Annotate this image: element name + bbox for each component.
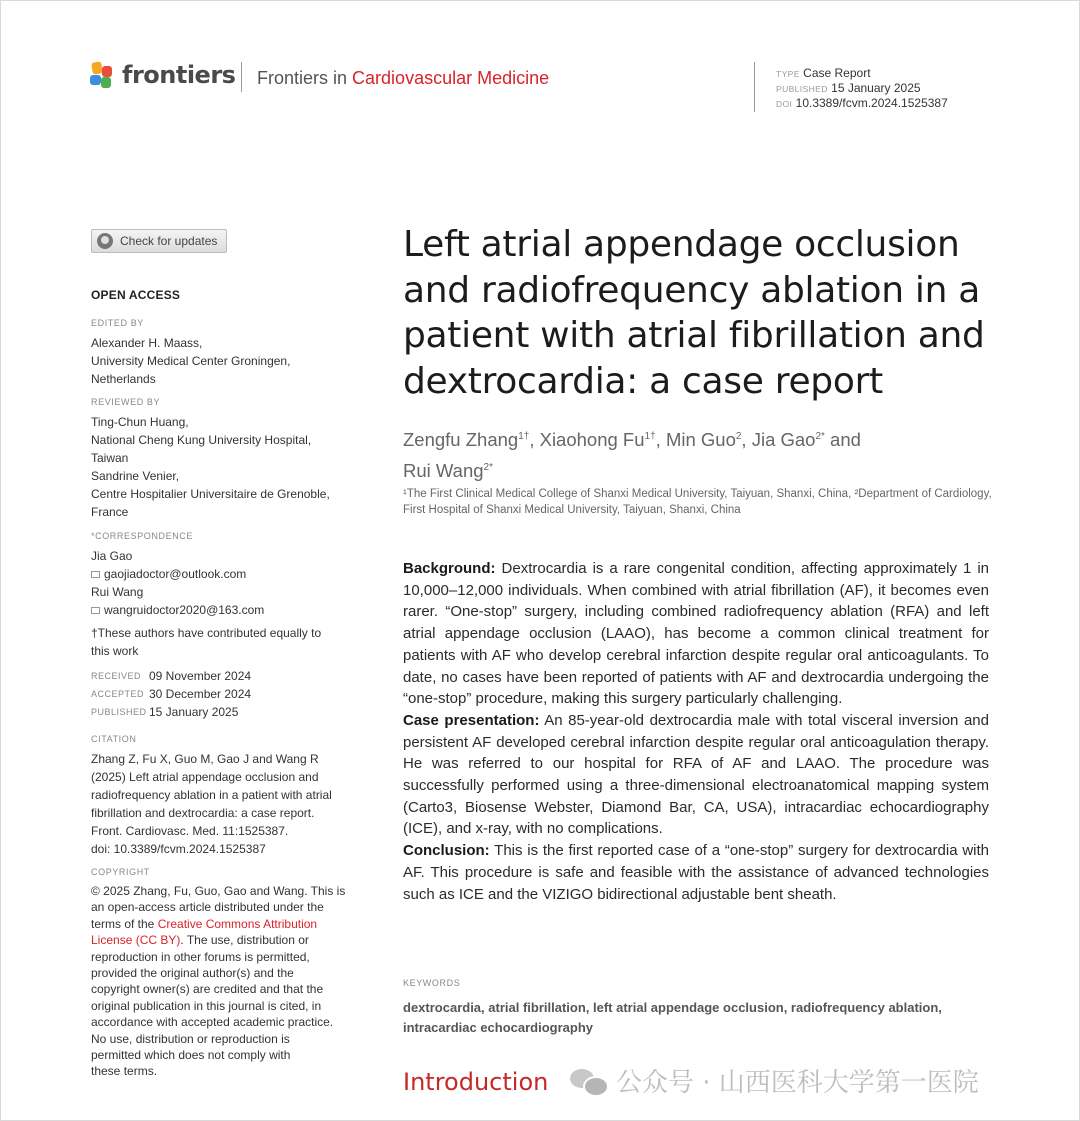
author-name[interactable]: Min Guo — [665, 429, 736, 451]
citation-block — [91, 733, 366, 858]
corr-email[interactable]: gaojiadoctor@outlook.com — [104, 567, 247, 581]
reviewed-by-block — [91, 396, 366, 521]
citation-label: CITATION — [91, 734, 137, 744]
copyright-line: reproduction in other forums is permitted, — [91, 949, 310, 964]
editor-line: Netherlands — [91, 372, 156, 386]
author-list: Zengfu Zhang$^{1\dagger}$, Xiaohong $Fu^{1\dagger}$, Min Guo$^2$, Jia Gao$^{2*}$ and Rui Wang$^{2*}$ — [403, 429, 861, 482]
frontiers-logo[interactable] — [90, 60, 235, 90]
copyright-line: an open-access article distributed under the — [91, 900, 324, 915]
case-heading: Case presentation: — [403, 711, 540, 729]
edited-by-block — [91, 317, 366, 388]
citation-line: (2025) Left atrial appendage occlusion and — [91, 770, 319, 784]
corr-name: Rui Wang — [91, 585, 144, 599]
header-divider — [241, 62, 242, 92]
introduction-heading: Introduction — [403, 1068, 549, 1096]
envelope-icon — [91, 571, 100, 578]
equal-contribution-note — [91, 624, 366, 660]
title-line: patient with atrial fibrillation and — [403, 315, 985, 356]
abstract-case — [403, 710, 989, 840]
citation-line: Front. Cardiovasc. Med. 11:1525387. — [91, 824, 289, 838]
author-affiliation-mark: 2* — [815, 431, 825, 442]
author-affiliation-mark: 1† — [644, 431, 656, 442]
author-name[interactable]: Jia Gao — [751, 429, 816, 451]
cc-by-link[interactable]: License (CC BY) — [91, 933, 181, 948]
reviewed-by-label: REVIEWED BY — [91, 397, 161, 407]
published-date: 15 January 2025 — [149, 705, 239, 719]
abstract-conclusion — [403, 840, 989, 905]
accepted-date: 30 December 2024 — [149, 687, 252, 701]
open-access-label: OPEN ACCESS — [91, 288, 181, 302]
copyright-line: accordance with accepted academic practice. — [91, 1015, 334, 1030]
reviewer-line: France — [91, 505, 129, 519]
background-heading: Background: — [403, 560, 496, 577]
author-name[interactable]: Rui Wang — [403, 460, 484, 482]
journal-name[interactable] — [257, 68, 549, 89]
correspondence-block — [91, 530, 366, 619]
author-name[interactable]: Zengfu Zhang — [403, 429, 519, 451]
copyright-line: No use, distribution or reproduction is — [91, 1031, 290, 1046]
editor-line: University Medical Center Groningen, — [91, 354, 291, 368]
correspondence-label: *CORRESPONDENCE — [91, 531, 194, 541]
published-label: PUBLISHED — [91, 707, 147, 717]
received-label: RECEIVED — [91, 671, 142, 681]
reviewer-line: Ting-Chun Huang, — [91, 415, 189, 429]
author-affiliation-mark: 2 — [735, 431, 742, 442]
copyright-line: provided the original author(s) and the — [91, 966, 294, 981]
accepted-label: ACCEPTED — [91, 689, 145, 699]
background-text: Dextrocardia is a rare congenital condition, affecting approximately 1 in 10,000–12,000 individuals. When combined with atrial fibrillation (AF), it becomes even rarer. “One-stop” surgery, including combined radiofrequency ablation (RFA) and left atrial appendage occlusion (LAAO), has become a common clinical treatment for patients with AF who develop cerebral infarction despite regular oral anticoagulants. To date, no cases have been reported of patients with AF and dextrocardia undergoing the “one-stop” procedure, making this surgery particularly challenging. — [403, 560, 989, 708]
check-updates-icon — [97, 233, 113, 249]
copyright-label: COPYRIGHT — [91, 867, 150, 877]
conclusion-heading: Conclusion: — [403, 842, 490, 860]
copyright-text: . The use, distribution or — [180, 933, 309, 948]
corr-email[interactable]: wangruidoctor2020@163.com — [104, 603, 265, 617]
check-for-updates-button[interactable] — [91, 229, 227, 253]
watermark-text: 公众号 · 山西医科大学第一医院 — [616, 1068, 979, 1098]
copyright-line: permitted which does not comply with — [91, 1048, 291, 1063]
case-text: An 85-year-old dextrocardia male with total visceral inversion and persistent AF developed cerebral infarction despite regular oral anticoagulation therapy. He was referred to our hospital for RFA of AF and LAAO. The procedure was successfully performed using a three-dimensional electroanatomical mapping system (Carto3, Biosense Webster, Diamond Bar, CA, USA), intracardiac echocardiography (ICE), and x-ray, with no complications. — [403, 711, 989, 838]
published-label: PUBLISHED — [776, 84, 828, 94]
conclusion-text: This is the first reported case of a “one-stop” surgery for dextrocardia with AF. This procedure is safe and feasible with the assistance of advanced technologies such as ICE and the VIZIGO bidirectional adjustable bent sheath. — [403, 842, 989, 903]
cc-license-link[interactable]: Creative Commons Attribution — [157, 916, 318, 931]
brand-name: frontiers — [122, 61, 236, 89]
copyright-text: terms of the — [91, 916, 158, 931]
author-affiliation-mark: 1† — [518, 431, 530, 442]
watermark — [570, 1062, 979, 1099]
corr-name: Jia Gao — [91, 549, 133, 563]
article-title — [403, 222, 1003, 404]
journal-section: Cardiovascular Medicine — [352, 68, 550, 88]
note-line: †These authors have contributed equally to — [91, 626, 322, 640]
received-date: 09 November 2024 — [149, 669, 252, 683]
title-line: dextrocardia: a case report — [403, 360, 883, 402]
meta-divider — [754, 62, 755, 112]
note-line: this work — [91, 644, 139, 658]
frontiers-logo-icon — [90, 60, 116, 90]
copyright-line: original publication in this journal is cited, in — [91, 998, 322, 1013]
keywords: dextrocardia, atrial fibrillation, left atrial appendage occlusion, radiofrequency ablation, intracardiac echocardiography — [403, 1000, 942, 1035]
title-line: Left atrial appendage occlusion — [403, 224, 960, 265]
article-meta — [776, 66, 948, 111]
type-label: TYPE — [776, 69, 800, 79]
reviewer-line: Centre Hospitalier Universitaire de Grenoble, — [91, 487, 330, 501]
reviewer-line: National Cheng Kung University Hospital, — [91, 433, 312, 447]
envelope-icon — [91, 607, 100, 614]
citation-line: Zhang Z, Fu X, Guo M, Gao J and Wang R — [91, 752, 319, 766]
editor-line: Alexander H. Maass, — [91, 336, 203, 350]
citation-line[interactable]: doi: 10.3389/fcvm.2024.1525387 — [91, 842, 266, 856]
author-affiliation-mark: 2* — [483, 462, 493, 474]
abstract-background — [403, 558, 989, 710]
citation-line: radiofrequency ablation in a patient with atrial — [91, 788, 332, 802]
reviewer-line: Taiwan — [91, 451, 129, 465]
citation-line: fibrillation and dextrocardia: a case report. — [91, 806, 315, 820]
keywords-label: KEYWORDS — [403, 978, 461, 988]
title-line: and radiofrequency ablation in a — [403, 269, 981, 311]
type-value: Case Report — [803, 66, 871, 80]
published-value: 15 January 2025 — [831, 81, 921, 95]
author-name[interactable]: Xiaohong Fu — [539, 429, 645, 451]
dates-block — [91, 667, 366, 721]
abstract — [403, 558, 989, 905]
check-updates-label: Check for updates — [120, 234, 218, 248]
wechat-icon — [570, 1067, 606, 1095]
doi-value[interactable]: 10.3389/fcvm.2024.1525387 — [795, 96, 948, 110]
copyright-line: copyright owner(s) are credited and that the — [91, 982, 324, 997]
journal-prefix: Frontiers in — [257, 68, 348, 88]
copyright-line: © 2025 Zhang, Fu, Guo, Gao and Wang. This is — [91, 884, 346, 898]
edited-by-label: EDITED BY — [91, 318, 144, 328]
copyright-block — [91, 866, 366, 1080]
reviewer-line: Sandrine Venier, — [91, 469, 180, 483]
copyright-line: these terms. — [91, 1064, 158, 1079]
affiliations: ¹The First Clinical Medical College of Shanxi Medical University, Taiyuan, Shanxi, China, ²Department of Cardiology, First Hospital of Shanxi Medical University, Taiyuan, Shanxi, China — [403, 488, 992, 516]
doi-label: DOI — [776, 99, 793, 109]
